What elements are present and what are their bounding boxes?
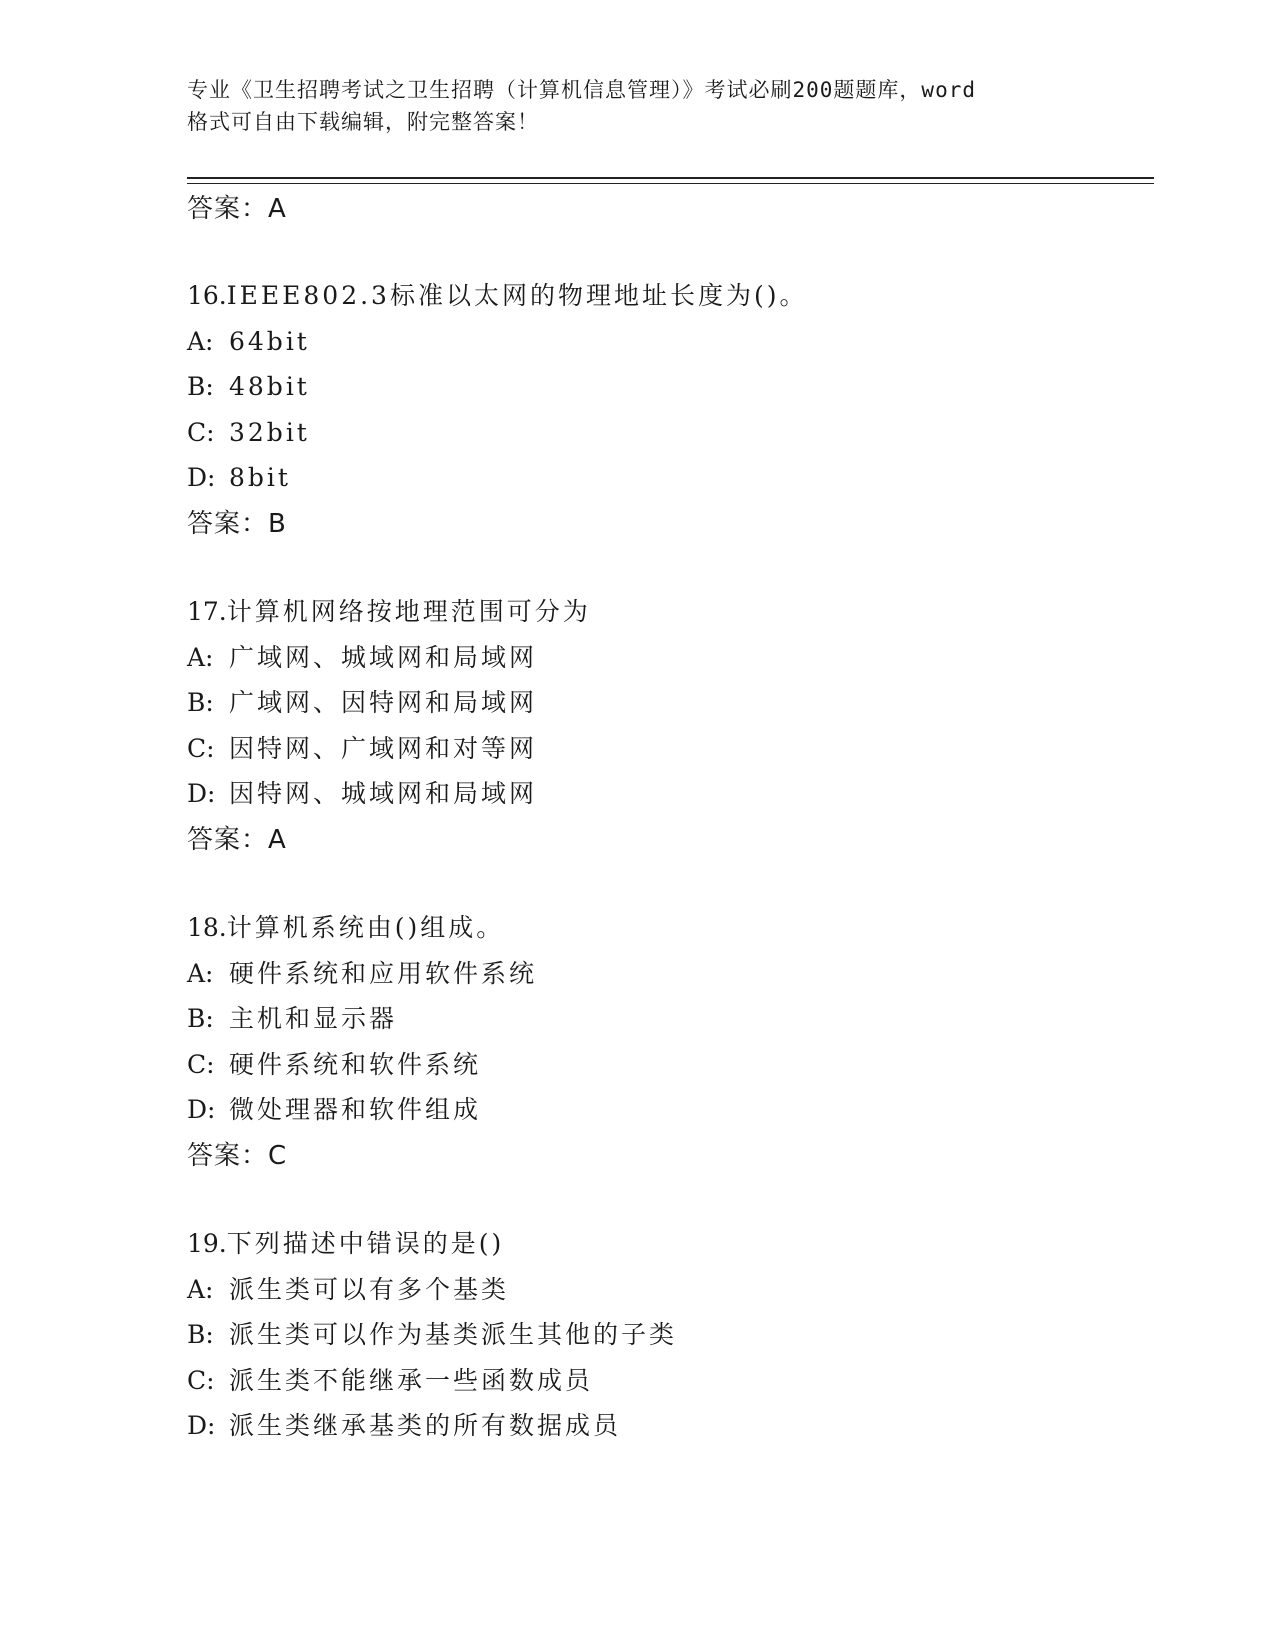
option-text: 64bit — [229, 326, 310, 356]
header-line-2: 格式可自由下载编辑，附完整答案！ — [187, 110, 539, 134]
header-divider — [187, 177, 1154, 179]
question-number: 18. — [187, 913, 227, 942]
option-text: 因特网、广域网和对等网 — [229, 733, 538, 763]
option-letter: C: — [187, 417, 215, 447]
option-letter: D: — [187, 463, 216, 492]
option-a — [187, 642, 1147, 688]
header-divider-thin — [187, 183, 1154, 184]
option-text: 派生类不能继承一些函数成员 — [229, 1365, 594, 1395]
document-header — [187, 74, 1087, 138]
option-text: 32bit — [229, 417, 310, 447]
option-letter: B: — [187, 372, 214, 401]
option-letter: D: — [187, 779, 216, 808]
option-letter: C: — [187, 733, 215, 763]
question-16 — [187, 280, 1147, 540]
option-a — [187, 326, 1147, 372]
option-letter: A: — [187, 642, 214, 672]
option-letter: C: — [187, 1049, 215, 1079]
question-number: 17. — [187, 597, 227, 626]
option-letter: D: — [187, 1095, 216, 1124]
header-line-1: 专业《卫生招聘考试之卫生招聘（计算机信息管理）》考试必刷200题题库，word — [187, 78, 976, 102]
option-c — [187, 417, 1147, 463]
option-letter: B: — [187, 1320, 214, 1349]
option-c — [187, 733, 1147, 779]
option-b — [187, 371, 1147, 417]
question-text: 计算机网络按地理范围可分为 — [226, 597, 591, 626]
option-d — [187, 1410, 1147, 1456]
answer-line: 答案：B — [187, 508, 287, 539]
option-text: 48bit — [229, 372, 310, 401]
option-text: 主机和显示器 — [229, 1004, 398, 1033]
option-b — [187, 687, 1147, 733]
option-c — [187, 1365, 1147, 1411]
question-stem — [187, 912, 1147, 958]
question-stem — [187, 596, 1147, 642]
option-c — [187, 1049, 1147, 1095]
question-19 — [187, 1228, 1147, 1456]
option-d — [187, 778, 1147, 824]
option-text: 派生类可以有多个基类 — [229, 1274, 510, 1304]
question-text: 下列描述中错误的是() — [226, 1229, 505, 1258]
question-18 — [187, 912, 1147, 1172]
option-letter: A: — [187, 958, 214, 988]
answer-line: 答案：C — [187, 1140, 288, 1171]
option-a — [187, 958, 1147, 1004]
option-text: 广域网、因特网和局域网 — [229, 688, 538, 717]
option-b — [187, 1003, 1147, 1049]
option-text: 8bit — [229, 463, 291, 492]
option-a — [187, 1274, 1147, 1320]
option-d — [187, 462, 1147, 508]
option-text: 因特网、城域网和局域网 — [229, 779, 538, 808]
option-letter: B: — [187, 688, 214, 717]
question-number: 19. — [187, 1229, 227, 1258]
option-text: 硬件系统和应用软件系统 — [229, 958, 538, 988]
previous-answer: 答案：A — [187, 194, 287, 224]
answer-line: 答案：A — [187, 824, 287, 855]
question-text: 计算机系统由()组成。 — [226, 913, 505, 942]
option-letter: B: — [187, 1004, 214, 1033]
question-17 — [187, 596, 1147, 856]
option-letter: A: — [187, 1274, 214, 1304]
option-letter: A: — [187, 326, 214, 356]
option-text: 派生类可以作为基类派生其他的子类 — [229, 1320, 678, 1349]
option-text: 微处理器和软件组成 — [229, 1095, 482, 1124]
option-text: 广域网、城域网和局域网 — [229, 642, 538, 672]
option-text: 派生类继承基类的所有数据成员 — [229, 1411, 622, 1440]
option-letter: D: — [187, 1411, 216, 1440]
option-d — [187, 1094, 1147, 1140]
option-letter: C: — [187, 1365, 215, 1395]
option-b — [187, 1319, 1147, 1365]
question-stem — [187, 280, 1147, 326]
question-text: IEEE802.3标准以太网的物理地址长度为()。 — [226, 281, 808, 310]
question-number: 16. — [187, 281, 227, 310]
option-text: 硬件系统和软件系统 — [229, 1049, 482, 1079]
question-stem — [187, 1228, 1147, 1274]
